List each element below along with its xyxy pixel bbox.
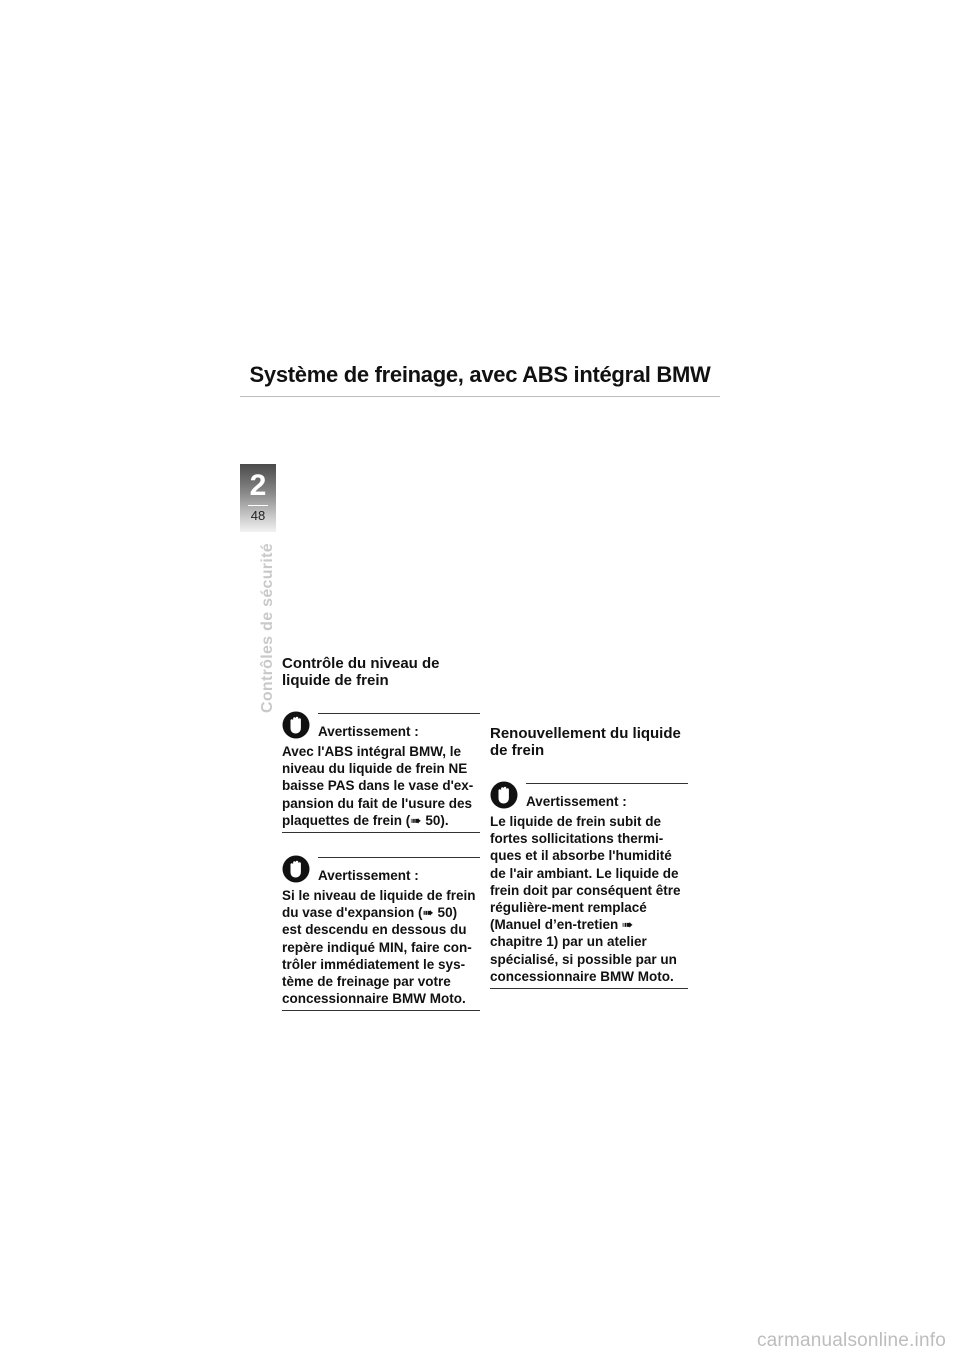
chapter-number: 2 <box>249 469 267 502</box>
warning-label: Avertissement : <box>318 868 419 884</box>
right-column <box>490 725 688 1011</box>
section-heading-brake-fluid-level: Contrôle du niveau de liquide de frein <box>282 655 440 689</box>
stop-hand-icon <box>282 711 310 739</box>
warning-block <box>490 781 688 989</box>
left-column <box>282 655 480 1033</box>
warning-block <box>282 855 480 1011</box>
warning-text: Si le niveau de liquide de frein du vase d'expansion (➠ 50) est descendu en dessous du repère indiqué MIN, faire con-trôler immédiatement le sys-tème de freinage par votre concessionnaire BMW Moto. <box>282 887 480 1011</box>
warning-rule <box>318 857 480 858</box>
warning-label: Avertissement : <box>318 724 419 739</box>
watermark-link[interactable]: carmanualsonline.info <box>756 1330 946 1351</box>
title-divider <box>240 396 720 397</box>
page-number: 48 <box>250 508 266 523</box>
stop-hand-icon <box>282 855 310 883</box>
warning-text: Le liquide de frein subit de fortes sollicitations thermi-ques et il absorbe l'humidité de l'air ambiant. Le liquide de frein doit par conséquent être régulière-ment remplacé (Manuel d’en-tretien ➠ chapitre 1) par un atelier spécialisé, si possible par un concessionnaire BMW Moto. <box>490 813 688 989</box>
page-title: Système de freinage, avec ABS intégral BMW <box>249 362 711 387</box>
stop-hand-icon <box>490 781 518 809</box>
warning-text: Avec l'ABS intégral BMW, le niveau du liquide de frein NE baisse PAS dans le vase d'ex-pansion du fait de l'usure des plaquettes de frein (➠ 50). <box>282 743 480 833</box>
warning-label: Avertissement : <box>526 794 627 809</box>
warning-rule <box>526 783 688 784</box>
chapter-tab <box>240 464 276 532</box>
warning-rule <box>318 713 480 714</box>
warning-block <box>282 711 480 833</box>
chapter-divider <box>248 505 268 506</box>
section-heading-brake-fluid-renewal: Renouvellement du liquide de frein <box>490 725 681 759</box>
section-side-label: Contrôles de sécurité <box>259 543 276 713</box>
